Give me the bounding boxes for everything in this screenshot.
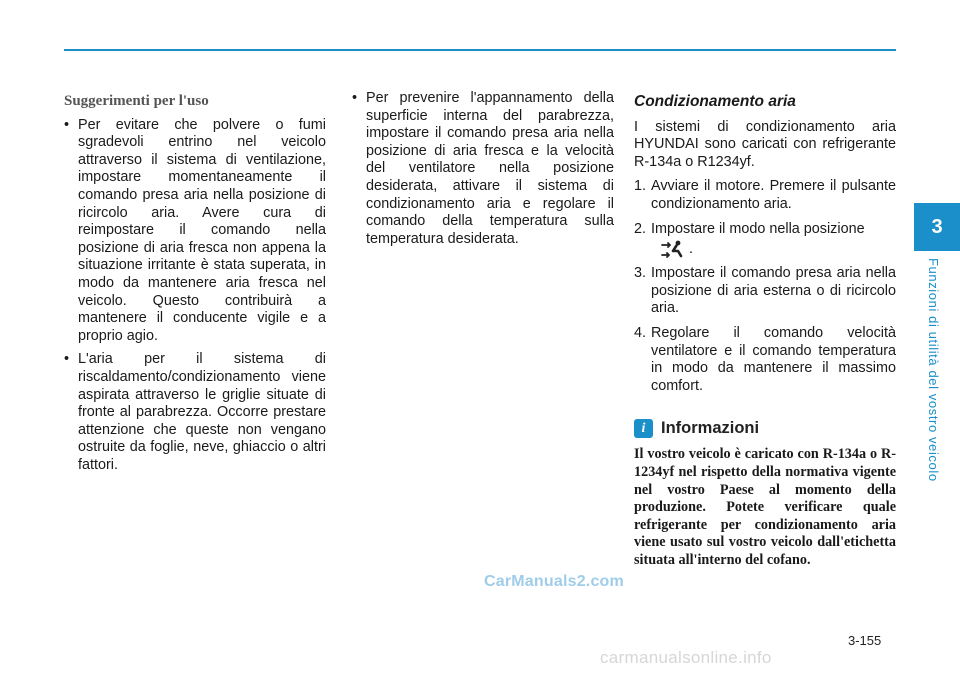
watermark-link[interactable]: CarManuals2.com	[484, 573, 624, 590]
step-number: 2.	[634, 220, 647, 237]
ac-step	[634, 265, 896, 318]
info-header	[634, 419, 896, 438]
chapter-tab	[914, 203, 960, 251]
ac-steps	[634, 178, 896, 395]
floor-face-mode-icon	[659, 240, 685, 258]
ac-heading: Condizionamento aria	[634, 93, 796, 110]
info-icon: i	[634, 419, 653, 438]
step-suffix: .	[689, 240, 693, 257]
step-text: Impostare il comando presa aria nella posizione di aria esterna o di ricircolo aria.	[651, 265, 896, 317]
mode-line	[651, 240, 896, 258]
chapter-title: Funzioni di utilità del vostro veicolo	[926, 258, 941, 482]
tip-item: • Per evitare che polvere o fumi sgradevoli entrino nel veicolo attraverso il sistema di ventilazione, impostare momentaneamente il comando presa aria nella posizione di ricircolo aria. Avere cura di reimpostare il comando nella posizione di aria fresca non appena la situazione irritante è stata superata, in modo da mantenere aria fresca nel veicolo. Questo contribuirà a mantenere il conducente vigile e a proprio agio.	[64, 117, 326, 346]
step-text: Impostare il modo nella posizione	[651, 220, 865, 237]
column-right	[634, 90, 896, 569]
tips-heading: Suggerimenti per l'uso	[64, 93, 209, 109]
tip-item: • Per prevenire l'appannamento della superficie interna del parabrezza, impostare il comando presa aria nella posizione di aria fresca e la velocità del ventilatore nella posizione desiderata, attivare il sistema di condizionamento aria e regolare il comando della temperatura sulla temperatura desiderata.	[352, 90, 614, 248]
step-number: 3.	[634, 265, 647, 282]
step-text: Regolare il comando velocità ventilatore e il comando temperatura in modo da mantenere il massimo comfort.	[651, 324, 896, 394]
column-left	[64, 90, 326, 480]
ac-intro: I sistemi di condizionamento aria HYUNDAI sono caricati con refrigerante R-134a o R1234yf.	[634, 118, 896, 170]
tips-list-continued	[352, 90, 614, 248]
page-number: 3-155	[848, 633, 882, 648]
ac-step	[634, 221, 896, 259]
step-text: Avviare il motore. Premere il pulsante condizionamento aria.	[651, 178, 896, 212]
tip-item: • L'aria per il sistema di riscaldamento/condizionamento viene aspirata attraverso le griglie situate di fronte al parabrezza. Occorre prestare attenzione che queste non vengano ostruite da foglie, neve, ghiaccio o altri fattori.	[64, 351, 326, 474]
tips-list	[64, 117, 326, 475]
top-rule	[64, 49, 896, 51]
footer-watermark: carmanualsonline.info	[600, 648, 772, 667]
step-number: 1.	[634, 178, 647, 195]
chapter-number: 3	[931, 215, 943, 238]
column-middle	[352, 90, 614, 254]
info-title: Informazioni	[661, 419, 760, 438]
step-number: 4.	[634, 324, 647, 341]
info-body: Il vostro veicolo è caricato con R-134a o R-1234yf nel rispetto della normativa vigente nel vostro Paese al momento della produzione. Potete verificare quale refrigerante per condizionamento aria viene usato sul vostro veicolo dall'etichetta situata all'interno del cofano.	[634, 446, 896, 568]
ac-step	[634, 178, 896, 213]
ac-step	[634, 325, 896, 395]
